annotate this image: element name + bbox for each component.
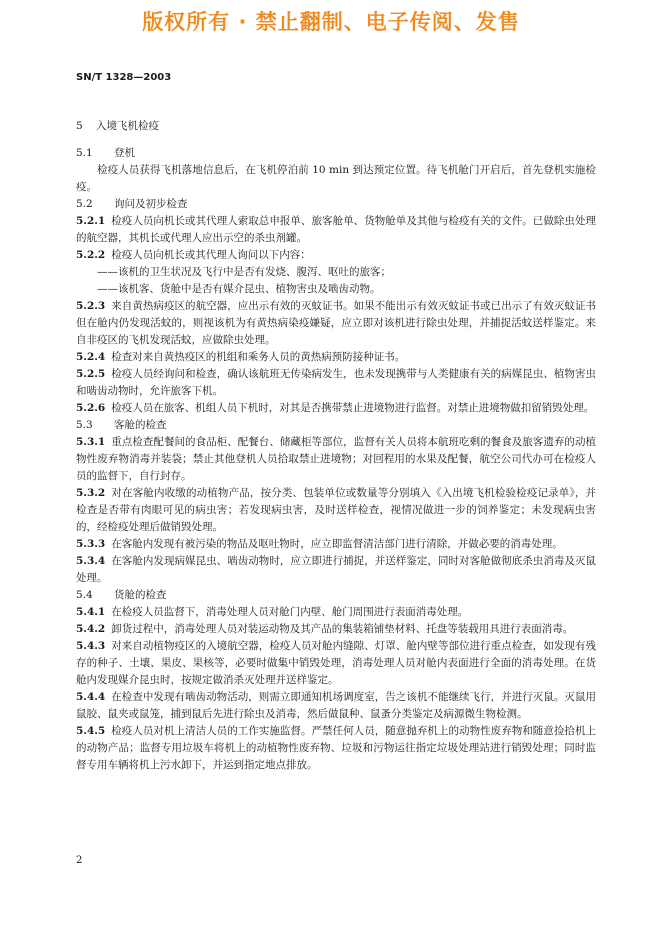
section-title: 入境飞机检疫 — [96, 120, 159, 132]
clause-number: 5.3 — [76, 419, 93, 431]
clause-number: 5.3.1 — [76, 436, 106, 448]
clause-text: 检疫人员向机长或其代理人询问以下内容： — [111, 249, 311, 261]
paragraph-5-3-2 — [76, 485, 596, 536]
copyright-watermark: 版权所有 · 禁止翻制、电子传阅、发售 — [142, 10, 520, 34]
clause-title: 询问及初步检查 — [114, 198, 188, 210]
clause-number: 5.2.2 — [76, 249, 106, 261]
clause-text: 来自黄热病疫区的航空器，应出示有效的灭蚊证书。如果不能出示有效灭蚊证书或已出示了有效灭蚊证书但在舱内仍发现活蚊的，则视该机为有黄热病染疫嫌疑，应立即对该机进行除虫处理，并捕捉活蚊送样鉴定。来自非疫区的飞机发现活蚊，应做除虫处理。 — [76, 300, 596, 346]
clause-number: 5.1 — [76, 147, 93, 159]
clause-number: 5.4.1 — [76, 606, 106, 618]
paragraph-5-3-1 — [76, 434, 596, 485]
clause-title: 客舱的检查 — [114, 419, 167, 431]
section-heading — [76, 115, 596, 137]
heading-5-3 — [76, 417, 596, 434]
clause-text: 检查对来自黄热疫区的机组和乘务人员的黄热病预防接种证书。 — [111, 351, 406, 363]
paragraph-5-2-2 — [76, 247, 596, 264]
standard-code: SN/T 1328—2003 — [76, 72, 172, 83]
heading-5-4 — [76, 587, 596, 604]
paragraph-5-4-2 — [76, 621, 596, 638]
clause-number: 5.2.6 — [76, 402, 106, 414]
clause-number: 5.3.4 — [76, 555, 106, 567]
clause-text: 在检查中发现有啮齿动物活动，则需立即通知机场调度室，告之该机不能继续飞行，并进行灭鼠。灭鼠用鼠胶、鼠夹或鼠笼，捕到鼠后先进行除虫及消毒，然后做鼠种、鼠蚤分类鉴定及病源微生物检测。 — [76, 691, 596, 720]
paragraph-5-2-5 — [76, 366, 596, 400]
clause-number: 5.2.5 — [76, 368, 106, 380]
document-body — [76, 115, 596, 774]
clause-title: 货舱的检查 — [114, 589, 167, 601]
clause-text: 检疫人员向机长或其代理人索取总申报单、旅客舱单、货物舱单及其他与检疫有关的文件。已做除虫处理的航空器，其机长或代理人应出示空的杀虫剂罐。 — [76, 215, 596, 244]
section-number: 5 — [76, 120, 83, 132]
list-item: ——该机客、货舱中是否有媒介昆虫、植物害虫及啮齿动物。 — [97, 283, 381, 295]
clause-text: 重点检查配餐间的食品柜、配餐台、储藏柜等部位，监督有关人员将本航班吃剩的餐食及旅客遗弃的动植物性废弃物消毒并装袋；禁止其他登机人员拾取禁止进境物；对回程用的水果及配餐，航空公司代办可在检疫人员的监督下，自行封存。 — [76, 436, 596, 482]
clause-number: 5.4 — [76, 589, 93, 601]
clause-text: 在客舱内发现有被污染的物品及呕吐物时，应立即监督清洁部门进行清除，并做必要的消毒处理。 — [111, 538, 563, 550]
clause-text: 在检疫人员监督下，消毒处理人员对舱门内壁、舱门周围进行表面消毒处理。 — [111, 606, 469, 618]
clause-text: 对来自动植物疫区的入境航空器，检疫人员对舱内缝隙、灯罩、舱内壁等部位进行重点检查，如发现有残存的种子、土壤、果皮、果核等，必要时做集中销毁处理，消毒处理人员对舱内表面进行全面的消毒处理。在货舱内发现媒介昆虫时，按规定做消杀灭处理并送样鉴定。 — [76, 640, 596, 686]
clause-number: 5.2.3 — [76, 300, 106, 312]
paragraph-5-2-6 — [76, 400, 596, 417]
clause-number: 5.2.4 — [76, 351, 106, 363]
clause-number: 5.4.4 — [76, 691, 106, 703]
paragraph-5-2-3 — [76, 298, 596, 349]
paragraph-5-2-1 — [76, 213, 596, 247]
clause-text: 在客舱内发现病媒昆虫、啮齿动物时，应立即进行捕捉，并送样鉴定，同时对客舱做彻底杀虫消毒及灭鼠处理。 — [76, 555, 596, 584]
paragraph-5-4-1 — [76, 604, 596, 621]
paragraph-5-2-4 — [76, 349, 596, 366]
heading-5-2 — [76, 196, 596, 213]
clause-text: 检疫人员经询问和检查，确认该航班无传染病发生，也未发现携带与人类健康有关的病媒昆虫、植物害虫和啮齿动物时，允许旅客下机。 — [76, 368, 596, 397]
heading-5-1 — [76, 145, 596, 162]
clause-number: 5.4.2 — [76, 623, 106, 635]
clause-text: 卸货过程中，消毒处理人员对装运动物及其产品的集装箱铺垫材料、托盘等装载用具进行表面消毒。 — [111, 623, 574, 635]
paragraph-5-3-3 — [76, 536, 596, 553]
list-item: ——该机的卫生状况及飞行中是否有发烧、腹泻、呕吐的旅客； — [97, 266, 391, 278]
clause-text: 检疫人员在旅客、机组人员下机时，对其是否携带禁止进境物进行监督。对禁止进境物做扣留销毁处理。 — [111, 402, 595, 414]
clause-text: 检疫人员对机上清洁人员的工作实施监督。严禁任何人员，随意抛弃机上的动物性废弃物和随意捡拾机上的动物产品；监督专用垃圾车将机上的动植物性废弃物、垃圾和污物运往指定垃圾处理站进行销毁处理；同时监督专用车辆将机上污水卸下，并运到指定地点排放。 — [76, 725, 596, 771]
paragraph-5-4-5 — [76, 723, 596, 774]
paragraph-5-1: 检疫人员获得飞机落地信息后，在飞机停泊前 10 min 到达预定位置。待飞机舱门开启后，首先登机实施检疫。 — [76, 164, 596, 193]
paragraph-5-4-4 — [76, 689, 596, 723]
paragraph-5-4-3 — [76, 638, 596, 689]
clause-number: 5.4.3 — [76, 640, 106, 652]
clause-number: 5.4.5 — [76, 725, 106, 737]
clause-text: 对在客舱内收缴的动植物产品，按分类、包装单位或数量等分别填入《入出境飞机检验检疫记录单》，并检查是否带有肉眼可见的病虫害；若发现病虫害，及时送样检查，视情况做进一步的饲养鉴定；未发现病虫害的，经检疫处理后做销毁处理。 — [76, 487, 596, 533]
clause-number: 5.2 — [76, 198, 93, 210]
clause-number: 5.3.2 — [76, 487, 106, 499]
clause-title: 登机 — [114, 147, 135, 159]
paragraph-5-3-4 — [76, 553, 596, 587]
clause-number: 5.3.3 — [76, 538, 106, 550]
clause-number: 5.2.1 — [76, 215, 106, 227]
page-number: 2 — [76, 855, 83, 866]
